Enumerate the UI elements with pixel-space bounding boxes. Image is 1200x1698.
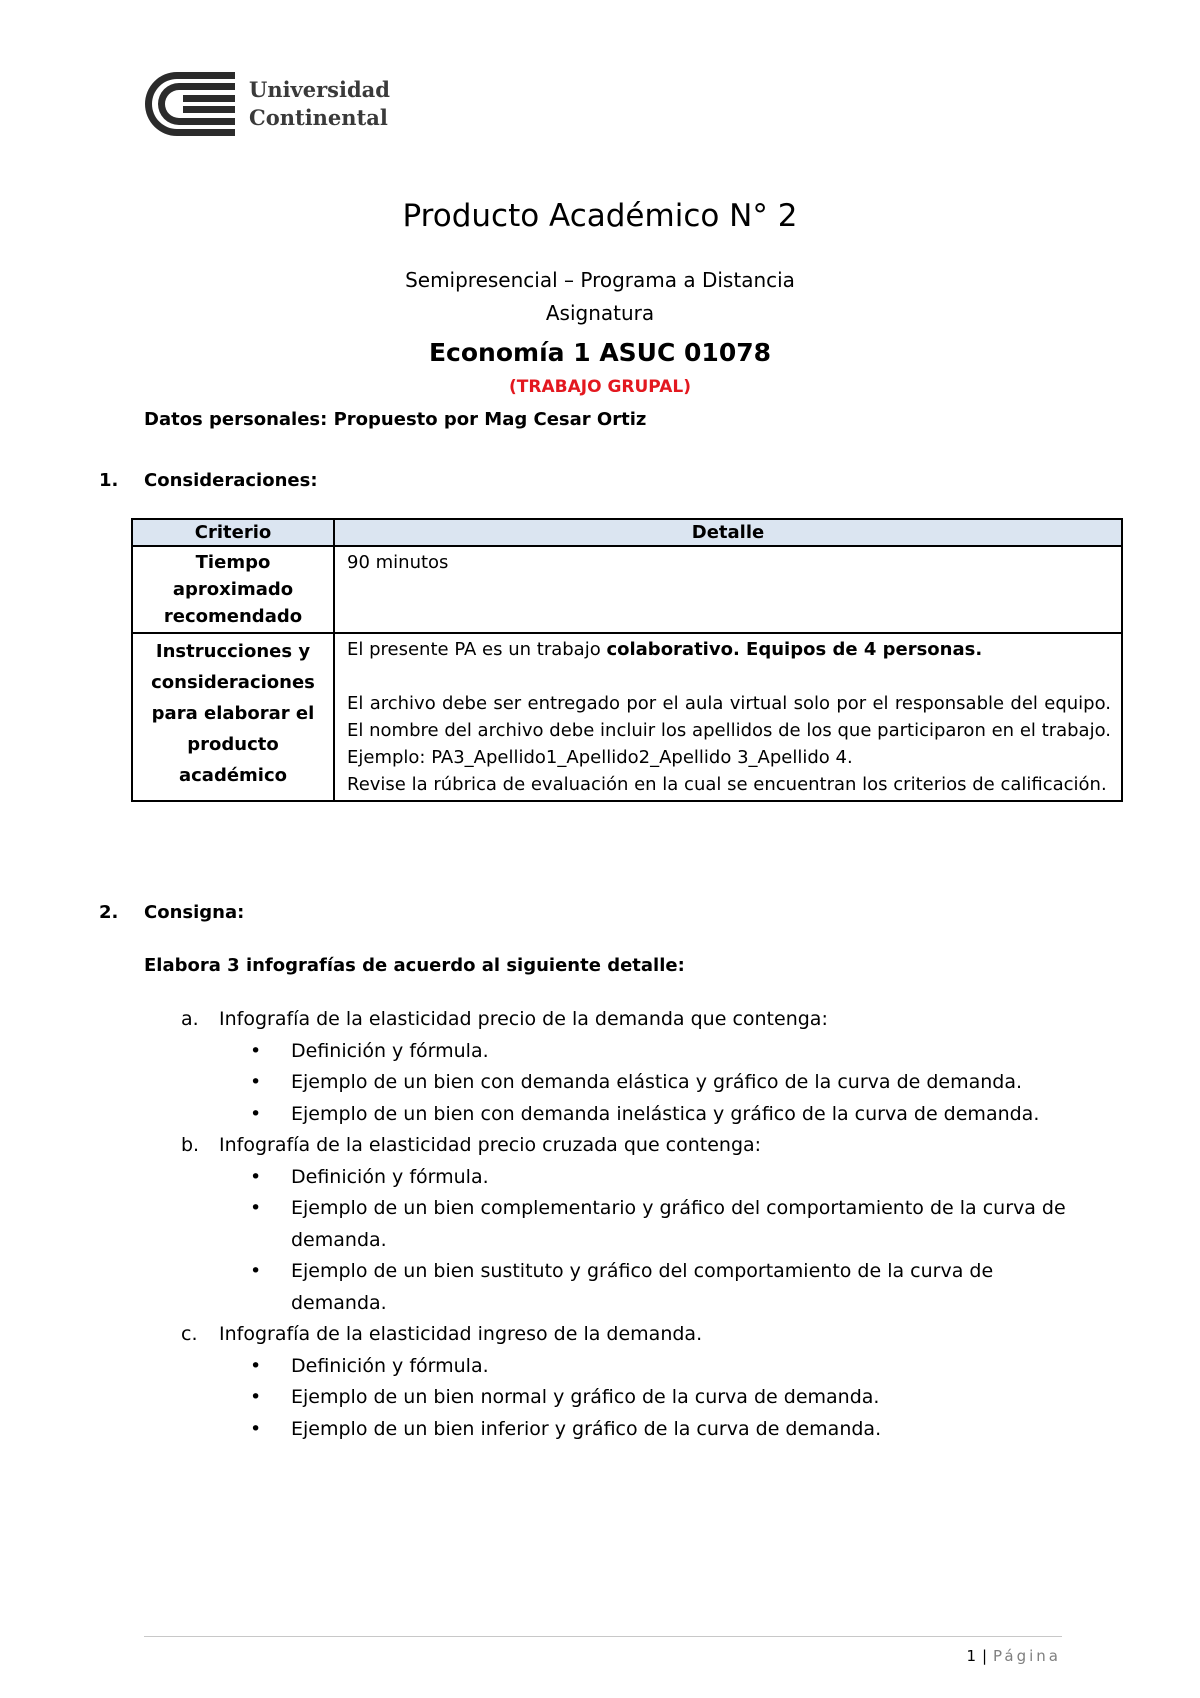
section-1-number: 1.	[99, 470, 119, 491]
section-1-title: Consideraciones:	[144, 470, 318, 491]
bullet-item	[0, 1162, 1200, 1194]
bullet-text: Ejemplo de un bien con demanda elástica y gráfico de la curva de demanda.	[291, 1071, 1023, 1093]
bullet-item	[0, 1382, 1200, 1414]
bullet-text: Definición y fórmula.	[291, 1039, 489, 1062]
subject-label: Asignatura	[545, 301, 655, 325]
item-label: a.	[181, 1008, 199, 1030]
section-2-title: Consigna:	[144, 902, 245, 923]
consigna-lead: Elabora 3 infografías de acuerdo al siguiente detalle:	[144, 955, 685, 976]
footer-separator: |	[981, 1647, 988, 1665]
detail-cell	[334, 633, 1122, 801]
course-name: Economía 1 ASUC 01078	[428, 338, 772, 367]
bullet-text: Ejemplo de un bien con demanda inelástica y gráfico de la curva de demanda.	[291, 1102, 1040, 1125]
bullet-item	[0, 1351, 1200, 1383]
bullet-item	[0, 1193, 1200, 1256]
detail-paragraph-2: El archivo debe ser entregado por el aula virtual solo por el responsable del equipo. El nombre del archivo debe incluir los apellidos de los que participaron en el trabajo. Ejemplo: PA3_Apellido1_Apellido2_Apellido 3_Apellido 4.	[347, 693, 1111, 768]
footer-page-word: Página	[993, 1647, 1061, 1665]
bullet-text: Definición y fórmula.	[291, 1165, 489, 1188]
logo-line-1: Universidad	[249, 77, 390, 102]
list-item	[0, 1319, 1200, 1351]
bullet-icon: •	[250, 1102, 262, 1125]
bullet-item	[0, 1067, 1200, 1099]
item-text: Infografía de la elasticidad precio de la demanda que contenga:	[219, 1008, 828, 1030]
bullet-icon: •	[250, 1071, 262, 1093]
bullet-icon: •	[250, 1039, 262, 1062]
bullet-icon: •	[250, 1354, 262, 1377]
page-title: Producto Académico N° 2	[402, 198, 798, 234]
detail-cell: 90 minutos	[334, 546, 1122, 633]
bullet-item	[0, 1036, 1200, 1068]
bullet-text: Ejemplo de un bien sustituto y gráfico del comportamiento de la curva de demanda.	[291, 1260, 994, 1314]
list-item	[0, 1130, 1200, 1162]
bullet-icon: •	[250, 1260, 262, 1282]
bullet-text: Ejemplo de un bien complementario y gráfico del comportamiento de la curva de demanda.	[291, 1197, 1066, 1251]
bullet-item	[0, 1099, 1200, 1131]
criterion-cell: Tiempo aproximado recomendado	[132, 546, 334, 633]
page-footer	[966, 1645, 1061, 1667]
item-label: c.	[181, 1323, 198, 1345]
section-2-heading	[99, 900, 499, 926]
detail-paragraph-3: Revise la rúbrica de evaluación en la cual se encuentran los criterios de calificación.	[347, 774, 1107, 795]
continental-logo-icon	[143, 70, 235, 138]
detail-bold-text: colaborativo. Equipos de 4 personas.	[606, 639, 983, 660]
logo-line-2: Continental	[249, 105, 388, 130]
item-text: Infografía de la elasticidad precio cruzada que contenga:	[219, 1134, 762, 1156]
program-subtitle: Semipresencial – Programa a Distancia	[405, 268, 795, 292]
table-header-row	[132, 519, 1122, 546]
bullet-item	[0, 1414, 1200, 1446]
table-header-detail: Detalle	[334, 519, 1122, 546]
university-logo	[143, 70, 390, 138]
bullet-icon: •	[250, 1386, 262, 1408]
detail-text: El presente PA es un trabajo	[347, 639, 607, 660]
bullet-item	[0, 1256, 1200, 1319]
group-work-label: (TRABAJO GRUPAL)	[509, 377, 691, 397]
bullet-text: Definición y fórmula.	[291, 1354, 489, 1377]
footer-divider	[144, 1636, 1062, 1637]
table-row	[132, 546, 1122, 633]
criterion-cell: Instrucciones y consideraciones para elaborar el producto académico	[132, 633, 334, 801]
page-number: 1	[966, 1647, 976, 1665]
bullet-text: Ejemplo de un bien normal y gráfico de la curva de demanda.	[291, 1386, 880, 1408]
bullet-icon: •	[250, 1197, 262, 1219]
table-header-criterion: Criterio	[132, 519, 334, 546]
detail-paragraph-1	[347, 636, 1111, 663]
section-1-heading	[99, 468, 499, 494]
table-row	[132, 633, 1122, 801]
list-item	[0, 1004, 1200, 1036]
criteria-table	[131, 518, 1123, 802]
item-text: Infografía de la elasticidad ingreso de la demanda.	[219, 1323, 703, 1345]
bullet-text: Ejemplo de un bien inferior y gráfico de la curva de demanda.	[291, 1417, 882, 1440]
personal-data: Datos personales: Propuesto por Mag Cesar Ortiz	[144, 409, 647, 430]
logo-wordmark	[249, 76, 390, 132]
infographic-list	[0, 1004, 1200, 1445]
bullet-icon: •	[250, 1417, 262, 1440]
section-2-number: 2.	[99, 902, 119, 923]
bullet-icon: •	[250, 1165, 262, 1188]
item-label: b.	[181, 1134, 200, 1156]
